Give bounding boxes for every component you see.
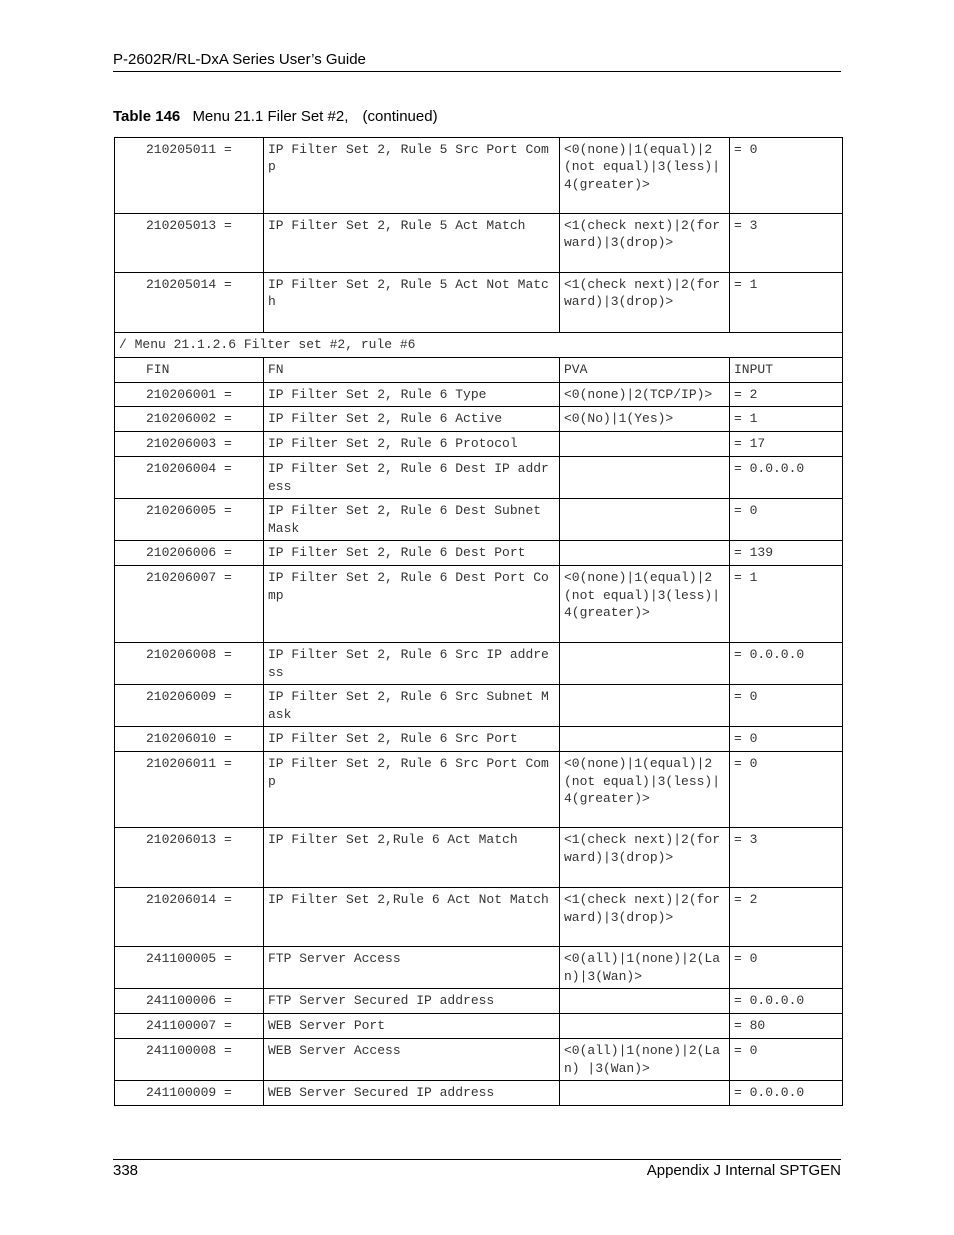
input-cell: = 0.0.0.0 xyxy=(730,1081,843,1106)
pva-cell xyxy=(560,643,730,685)
table-caption xyxy=(113,108,438,126)
fn-cell: IP Filter Set 2, Rule 6 Dest Subnet Mask xyxy=(264,499,560,541)
table-row xyxy=(115,1039,843,1081)
input-cell: = 0.0.0.0 xyxy=(730,643,843,685)
input-cell: = 1 xyxy=(730,407,843,432)
input-cell: = 2 xyxy=(730,888,843,947)
pva-cell xyxy=(560,1014,730,1039)
fn-cell: FTP Server Access xyxy=(264,947,560,989)
fin-cell: 210206008 = xyxy=(115,643,264,685)
fn-cell: WEB Server Port xyxy=(264,1014,560,1039)
fn-cell: IP Filter Set 2, Rule 6 Dest Port xyxy=(264,541,560,566)
fn-cell: WEB Server Secured IP address xyxy=(264,1081,560,1106)
pva-cell: <0(none)|1(equal)|2(not equal)|3(less)|4(greater)> xyxy=(560,752,730,828)
table-row xyxy=(115,566,843,643)
fin-cell: 210206010 = xyxy=(115,727,264,752)
table-title: Menu 21.1 Filer Set #2, xyxy=(192,108,349,125)
table-row xyxy=(115,752,843,828)
pva-cell xyxy=(560,1081,730,1106)
input-cell: = 0.0.0.0 xyxy=(730,457,843,499)
input-cell: = 0 xyxy=(730,947,843,989)
fin-cell: 210205013 = xyxy=(115,214,264,273)
table-label: Table 146 xyxy=(113,108,181,125)
input-cell: = 0 xyxy=(730,138,843,214)
header-divider xyxy=(113,71,841,72)
table-row xyxy=(115,457,843,499)
fin-cell: 210206011 = xyxy=(115,752,264,828)
input-cell: = 0.0.0.0 xyxy=(730,989,843,1014)
input-cell: = 17 xyxy=(730,432,843,457)
fin-cell: 241100009 = xyxy=(115,1081,264,1106)
fn-cell: IP Filter Set 2, Rule 6 Src IP address xyxy=(264,643,560,685)
pva-cell: <0(all)|1(none)|2(Lan)|3(Wan)> xyxy=(560,947,730,989)
fn-cell: IP Filter Set 2, Rule 5 Act Match xyxy=(264,214,560,273)
table-row xyxy=(115,138,843,214)
pva-cell: <1(check next)|2(forward)|3(drop)> xyxy=(560,828,730,888)
table-row xyxy=(115,685,843,727)
pva-cell xyxy=(560,989,730,1014)
table-body xyxy=(115,138,843,1106)
fin-cell: 241100007 = xyxy=(115,1014,264,1039)
table-row xyxy=(115,273,843,333)
pva-cell xyxy=(560,457,730,499)
fn-cell: IP Filter Set 2, Rule 6 Dest IP address xyxy=(264,457,560,499)
fn-cell: IP Filter Set 2, Rule 6 Src Port xyxy=(264,727,560,752)
input-cell: = 80 xyxy=(730,1014,843,1039)
input-cell: = 0 xyxy=(730,1039,843,1081)
fin-cell: 210206003 = xyxy=(115,432,264,457)
input-cell: = 1 xyxy=(730,566,843,643)
fin-cell: 210206007 = xyxy=(115,566,264,643)
pva-cell xyxy=(560,541,730,566)
input-cell: = 0 xyxy=(730,752,843,828)
table-row xyxy=(115,214,843,273)
pva-cell: <0(none)|2(TCP/IP)> xyxy=(560,383,730,407)
fn-cell: IP Filter Set 2, Rule 6 Dest Port Comp xyxy=(264,566,560,643)
fn-cell: IP Filter Set 2, Rule 5 Src Port Comp xyxy=(264,138,560,214)
pva-cell: <0(none)|1(equal)|2(not equal)|3(less)|4(greater)> xyxy=(560,566,730,643)
fn-cell: IP Filter Set 2,Rule 6 Act Match xyxy=(264,828,560,888)
input-cell: = 0 xyxy=(730,685,843,727)
table-row xyxy=(115,358,843,383)
fn-cell: FTP Server Secured IP address xyxy=(264,989,560,1014)
pva-cell: <0(none)|1(equal)|2(not equal)|3(less)|4(greater)> xyxy=(560,138,730,214)
fn-cell: IP Filter Set 2, Rule 6 Src Subnet Mask xyxy=(264,685,560,727)
section-heading: / Menu 21.1.2.6 Filter set #2, rule #6 xyxy=(115,333,843,358)
fin-cell: 241100006 = xyxy=(115,989,264,1014)
input-cell: = 3 xyxy=(730,214,843,273)
table-row xyxy=(115,499,843,541)
table-row xyxy=(115,383,843,407)
input-cell: = 1 xyxy=(730,273,843,333)
footer-section: Appendix J Internal SPTGEN xyxy=(646,1162,841,1179)
input-cell: = 3 xyxy=(730,828,843,888)
input-cell: = 0 xyxy=(730,499,843,541)
page-header xyxy=(113,51,841,69)
fin-cell: 241100005 = xyxy=(115,947,264,989)
input-cell: = 139 xyxy=(730,541,843,566)
table-row xyxy=(115,727,843,752)
input-cell: = 2 xyxy=(730,383,843,407)
pva-cell: <0(all)|1(none)|2(Lan) |3(Wan)> xyxy=(560,1039,730,1081)
table-row xyxy=(115,432,843,457)
table-row xyxy=(115,947,843,989)
pva-cell: <1(check next)|2(forward)|3(drop)> xyxy=(560,888,730,947)
fn-cell: FN xyxy=(264,358,560,383)
header-title: P-2602R/RL-DxA Series User’s Guide xyxy=(113,51,366,68)
table-continued-note: (continued) xyxy=(362,108,438,125)
fn-cell: IP Filter Set 2, Rule 5 Act Not Match xyxy=(264,273,560,333)
fin-cell: 241100008 = xyxy=(115,1039,264,1081)
fin-cell: 210206002 = xyxy=(115,407,264,432)
table-row xyxy=(115,1081,843,1106)
fin-cell: 210206006 = xyxy=(115,541,264,566)
fin-cell: 210206005 = xyxy=(115,499,264,541)
fn-cell: IP Filter Set 2, Rule 6 Protocol xyxy=(264,432,560,457)
table-row xyxy=(115,541,843,566)
section-row xyxy=(115,333,843,358)
footer-divider xyxy=(113,1159,841,1160)
sptgen-table xyxy=(114,137,843,1106)
table-row xyxy=(115,828,843,888)
fin-cell: 210206013 = xyxy=(115,828,264,888)
pva-cell: PVA xyxy=(560,358,730,383)
pva-cell: <0(No)|1(Yes)> xyxy=(560,407,730,432)
fin-cell: 210205014 = xyxy=(115,273,264,333)
pva-cell xyxy=(560,685,730,727)
input-cell: INPUT xyxy=(730,358,843,383)
pva-cell: <1(check next)|2(forward)|3(drop)> xyxy=(560,273,730,333)
table-row xyxy=(115,888,843,947)
fn-cell: WEB Server Access xyxy=(264,1039,560,1081)
fn-cell: IP Filter Set 2,Rule 6 Act Not Match xyxy=(264,888,560,947)
page-number: 338 xyxy=(113,1162,139,1179)
fin-cell: 210206004 = xyxy=(115,457,264,499)
pva-cell xyxy=(560,499,730,541)
pva-cell xyxy=(560,727,730,752)
fn-cell: IP Filter Set 2, Rule 6 Active xyxy=(264,407,560,432)
table-row xyxy=(115,1014,843,1039)
pva-cell: <1(check next)|2(forward)|3(drop)> xyxy=(560,214,730,273)
table-row xyxy=(115,643,843,685)
fin-cell: 210206009 = xyxy=(115,685,264,727)
pva-cell xyxy=(560,432,730,457)
fn-cell: IP Filter Set 2, Rule 6 Type xyxy=(264,383,560,407)
fin-cell: FIN xyxy=(115,358,264,383)
fin-cell: 210206001 = xyxy=(115,383,264,407)
table-row xyxy=(115,989,843,1014)
fin-cell: 210205011 = xyxy=(115,138,264,214)
fn-cell: IP Filter Set 2, Rule 6 Src Port Comp xyxy=(264,752,560,828)
table-row xyxy=(115,407,843,432)
fin-cell: 210206014 = xyxy=(115,888,264,947)
input-cell: = 0 xyxy=(730,727,843,752)
